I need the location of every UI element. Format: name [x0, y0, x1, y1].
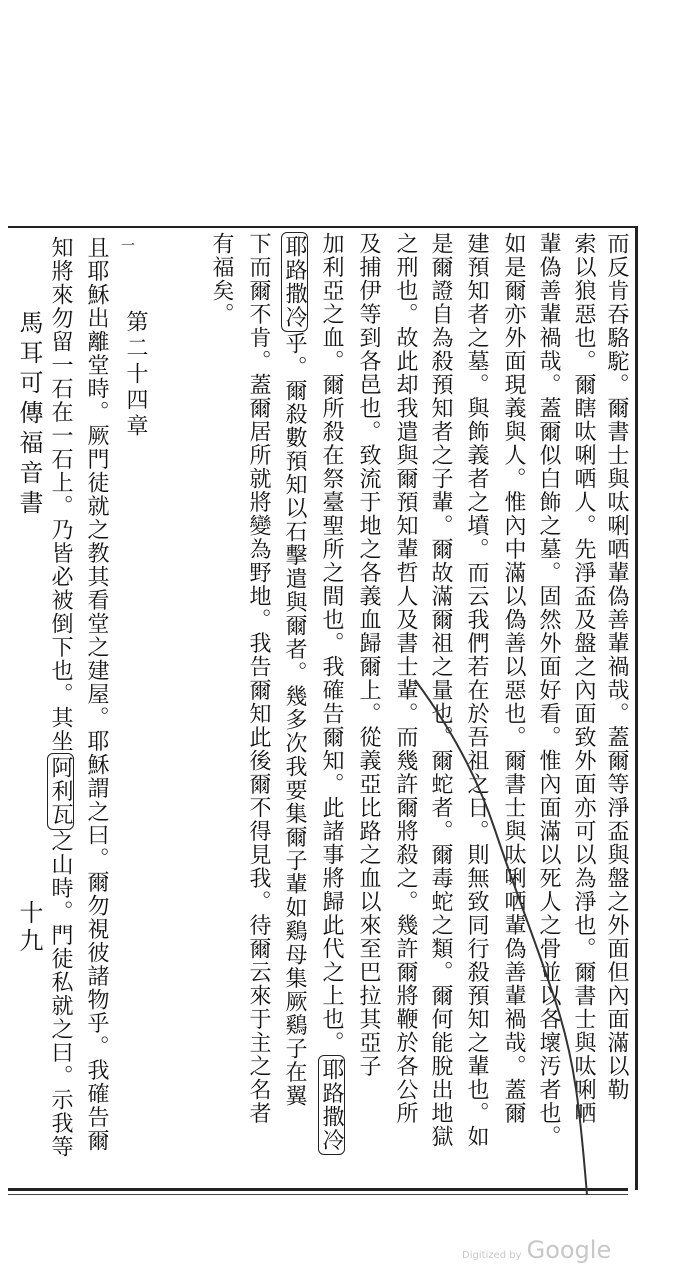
column-text-tail: 乎。爾殺數預知以石擊遣與爾者。幾多次我要集爾子輩如鷄母集厥鷄子在翼	[282, 332, 307, 1108]
column-text: 是爾證自為殺預知者之子輩。爾故滿爾祖之量也。爾蛇者。爾毒蛇之類。爾何能脫出地獄	[428, 232, 453, 1149]
column-text: 有福矣。	[209, 232, 234, 326]
column-text: 而反肯吞駱駝。爾書士與呔唎哂輩偽善輩禍哉。蓋爾等淨盃與盤之外面但內面滿以勒	[604, 232, 629, 1102]
column-text: 索以狼惡也。爾瞎呔唎哂人。先淨盃及盤之內面致外面亦可以為淨也。爾書士與呔唎哂	[571, 232, 596, 1125]
column-text-tail: 之山時。門徒私就之曰。示我等	[48, 829, 73, 1159]
text-column	[350, 232, 386, 1078]
text-column	[240, 232, 276, 1125]
text-column	[598, 232, 634, 1102]
text-column	[313, 232, 349, 1155]
text-column	[203, 232, 239, 326]
text-column	[42, 236, 78, 1159]
google-logo: Google	[526, 1236, 612, 1264]
place-name-box: 耶路撒冷	[281, 232, 308, 332]
column-text: 之刑也。故此却我遣與爾預知輩哲人及書士輩。而幾許爾將殺之。幾許爾將鞭於各公所	[393, 232, 418, 1125]
chapter-heading: 第二十四章	[123, 310, 148, 440]
column-text: 且耶穌出離堂時。厥門徒就之教其看堂之建屋。耶穌謂之曰。爾勿視彼諸物乎。我確告爾	[84, 236, 109, 1153]
column-text: 加利亞之血。爾所殺在祭臺聖所之間也。我確告爾知。此諸事將歸此代之上也。	[319, 232, 344, 1055]
right-border	[635, 226, 638, 1190]
chapter-note-mark: 一	[119, 238, 135, 252]
column-text: 如是爾亦外面現義與人。惟內中滿以偽善以惡也。爾書士與呔唎哂輩偽善輩禍哉。蓋爾	[501, 232, 526, 1125]
paper-crack	[405, 640, 595, 1200]
place-name-box: 耶路撒冷	[318, 1055, 345, 1155]
column-text: 下而爾不肯。蓋爾居所就將變為野地。我告爾知此後爾不得見我。待爾云來于主之名者	[246, 232, 271, 1125]
text-column	[276, 232, 312, 1108]
place-name-box: 阿利瓦	[47, 753, 74, 830]
column-text: 及捕伊等到各邑也。致流于地之各義血歸爾上。從義亞比路之血以來至巴拉其亞子	[356, 232, 381, 1078]
book-title: 馬耳可傳福音書	[15, 310, 43, 520]
page-number: 十九	[15, 900, 43, 956]
text-column	[78, 236, 114, 1153]
top-rule	[8, 226, 636, 228]
column-text: 建預知者之墓。與飾義者之墳。而云我們若在於吾祖之日。則無致同行殺預知之輩也。如	[464, 232, 489, 1149]
watermark-prefix: Digitized by	[462, 1250, 522, 1261]
digitized-watermark	[462, 1236, 611, 1264]
column-text: 知將來勿留一石在一石上。乃皆必被倒下也。其坐	[48, 236, 73, 753]
column-text: 輩偽善輩禍哉。蓋爾似白飾之墓。固然外面好看。惟內面滿以死人之骨並以各壞汚者也。	[536, 232, 561, 1149]
